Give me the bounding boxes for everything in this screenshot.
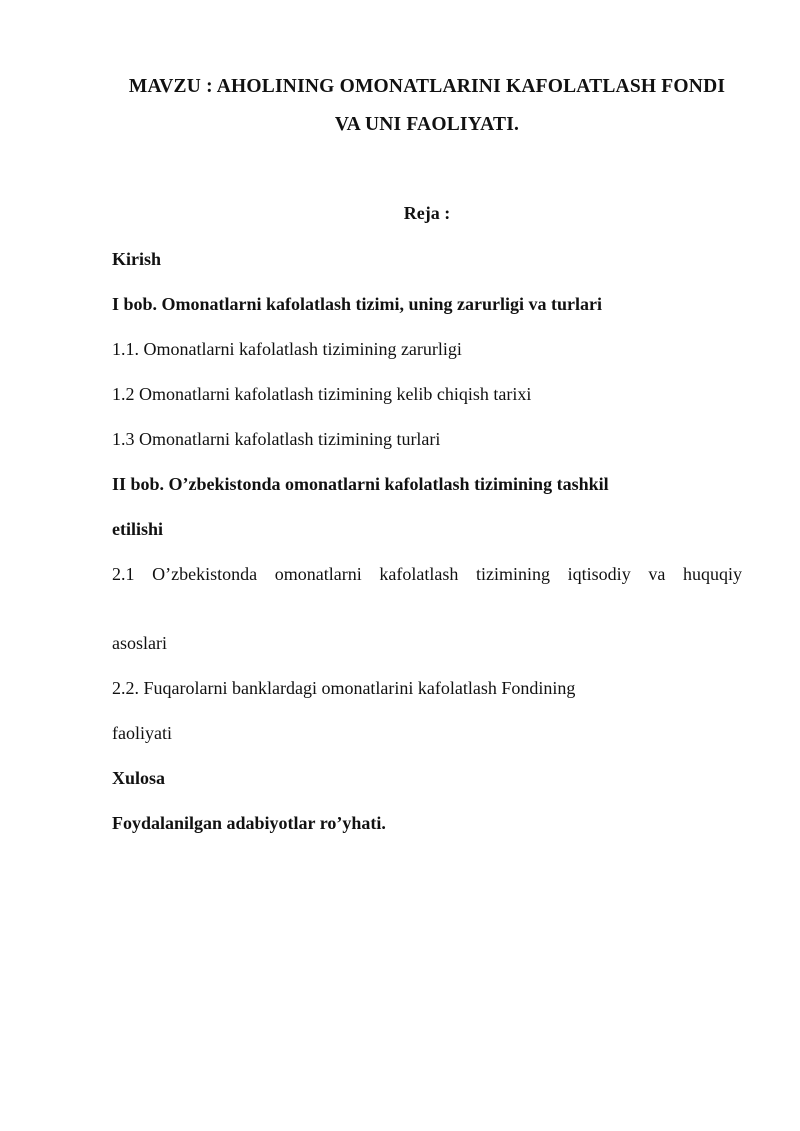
page-title <box>112 0 742 144</box>
toc-item-1-2: 1.2 Omonatlarni kafolatlash tizimining kelib chiqish tarixi <box>112 384 532 404</box>
toc-item-1-3: 1.3 Omonatlarni kafolatlash tizimining turlari <box>112 429 441 449</box>
toc-item-2-2 <box>112 676 742 745</box>
toc-item-1-1: 1.1. Omonatlarni kafolatlash tizimining zarurligi <box>112 339 462 359</box>
plan-heading: Reja : <box>403 203 451 223</box>
table-of-contents <box>112 225 742 835</box>
toc-item-2-1 <box>112 562 742 655</box>
toc-item-bob-2-line-1: II bob. O’zbekistonda omonatlarni kafolatlash tizimining tashkil <box>112 474 609 494</box>
toc-item-2-1-line-2: asoslari <box>112 633 167 653</box>
page-content <box>112 0 742 856</box>
toc-item-xulosa: Xulosa <box>112 768 166 788</box>
toc-item-kirish: Kirish <box>112 249 162 269</box>
toc-item-bob-1: I bob. Omonatlarni kafolatlash tizimi, uning zarurligi va turlari <box>112 294 603 314</box>
toc-item-2-2-line-1: 2.2. Fuqarolarni banklardagi omonatlarini kafolatlash Fondining <box>112 678 576 698</box>
toc-item-2-1-line-1: 2.1 O’zbekistonda omonatlarni kafolatlash tizimining iqtisodiy va huquqiy <box>112 564 742 584</box>
page-title-line-2: VA UNI FAOLIYATI. <box>334 114 520 135</box>
toc-item-2-2-line-2: faoliyati <box>112 723 172 743</box>
page-title-line-1: MAVZU : AHOLINING OMONATLARINI KAFOLATLASH FONDI <box>128 76 726 97</box>
toc-item-bob-2-line-2: etilishi <box>112 519 164 539</box>
toc-item-adabiyotlar: Foydalanilgan adabiyotlar ro’yhati. <box>112 813 386 833</box>
